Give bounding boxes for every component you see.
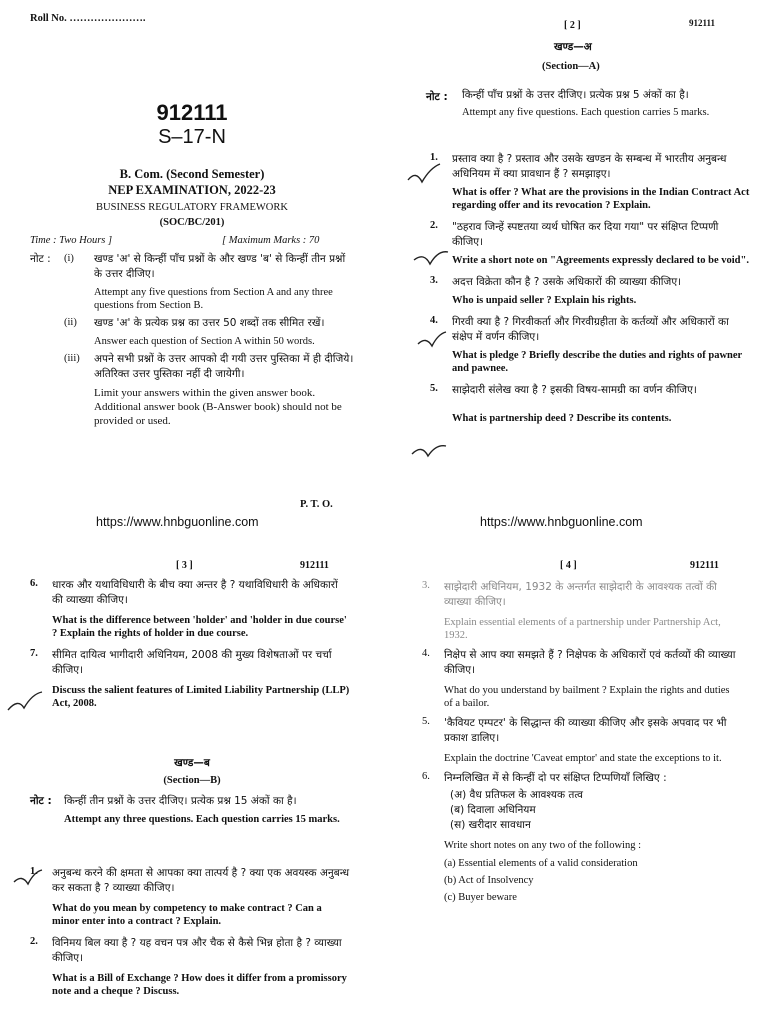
page-code: 912111 [300,560,329,571]
question-number: 6. [422,771,430,782]
pen-tick-mark [10,866,44,890]
page-2 [384,0,768,529]
paper-code-number: 912111 [156,100,228,125]
question-hindi: धारक और यथाविधिधारी के बीच क्या अन्तर है ? यथाविधिधारी के अधिकारों की व्याख्या कीजिए। [52,579,338,606]
page-number: [ 3 ] [176,560,193,571]
page-number: [ 4 ] [560,560,577,571]
instruction-item [64,316,354,348]
instruction-item [64,352,354,428]
question-english: What is the difference between 'holder' and 'holder in due course' ? Explain the rights of holder in due course. [52,615,347,639]
instruction-number: (ii) [64,317,77,328]
question-list [422,580,740,906]
instruction-hindi: खण्ड 'अ' के प्रत्येक प्रश्न का उत्तर 50 शब्दों तक सीमित रखें। [94,317,325,329]
pen-tick-mark [408,438,448,464]
course-title: B. Com. (Second Semester) [119,167,265,181]
question-number: 2. [30,936,38,947]
page-code: 912111 [690,560,719,571]
note-label: नोट : [30,795,52,807]
instruction-english: Attempt any five questions from Section A and any three questions from Section B. [94,287,333,311]
question-hindi: अनुबन्ध करने की क्षमता से आपका क्या तात्पर्य है ? क्या एक अवयस्क अनुबन्ध कर सकता है ? व्याख्या कीजिए। [52,867,350,894]
question-item [430,383,752,425]
pen-tick-mark [4,688,44,718]
question-number: 5. [422,716,430,727]
question-english: What is a Bill of Exchange ? How does it differ from a promissory note and a cheque ? Discuss. [52,973,347,997]
question-hindi: गिरवी क्या है ? गिरवीकर्ता और गिरवीग्रहीता के कर्तव्यों और अधिकारों का संक्षेप में वर्णन कीजिए। [452,316,729,343]
page-4 [384,512,768,1024]
sub-item-english: (a) Essential elements of a valid consideration [444,858,638,869]
question-item [430,315,752,375]
question-item [30,936,350,998]
question-hindi: 'कैवियट एम्पटर' के सिद्धान्त की व्याख्या कीजिए और इसके अपवाद पर भी प्रकाश डालिए। [444,717,727,744]
instruction-hindi: खण्ड 'अ' से किन्हीं पाँच प्रश्नों के और खण्ड 'ब' से किन्हीं तीन प्रश्नों के उत्तर दीजिए। [94,253,346,280]
section-note [64,794,350,826]
sub-item-hindi: (ब) दिवाला अधिनियम [450,804,536,816]
question-english: What do you understand by bailment ? Explain the rights and duties of a bailor. [444,685,730,709]
question-list [430,152,752,425]
question-english: What is pledge ? Briefly describe the duties and rights of pawner and pawnee. [452,350,743,374]
question-item [422,771,740,906]
instruction-english: Limit your answers within the given answer book. Additional answer book (B-Answer book) should not be provided or used. [94,387,342,427]
question-item [422,580,740,642]
instruction-english: Answer each question of Section A within 50 words. [94,336,315,347]
section-note [462,88,754,119]
section-heading-hindi: खण्ड—अ [554,41,592,53]
question-number: 2. [430,220,438,231]
note-label: नोट : [30,253,51,265]
question-item [30,578,350,640]
footer-url[interactable]: https://www.hnbguonline.com [480,515,643,529]
subject-title: BUSINESS REGULATORY FRAMEWORK [96,202,288,213]
question-english: Who is unpaid seller ? Explain his rights. [452,295,637,306]
question-number: 3. [422,580,430,591]
question-number: 5. [430,383,438,394]
question-number: 7. [30,648,38,659]
note-label: नोट : [426,91,448,103]
question-hindi: निम्नलिखित में से किन्हीं दो पर संक्षिप्त टिप्पणियाँ लिखिए : [444,772,667,784]
question-hindi: विनिमय बिल क्या है ? यह वचन पत्र और चैक से कैसे भिन्न होता है ? व्याख्या कीजिए। [52,937,342,964]
question-english: Write a short note on "Agreements expressly declared to be void". [452,255,749,266]
instruction-hindi: अपने सभी प्रश्नों के उत्तर आपको दी गयी उत्तर पुस्तिका में ही दीजिये। अतिरिक्त उत्तर पुस्तिका नहीं दी जायेगी। [94,353,354,380]
question-hindi: "ठहराव जिन्हें स्पष्टतया व्यर्थ घोषित कर दिया गया" पर संक्षिप्त टिप्पणी कीजिए। [452,221,719,248]
question-english: Discuss the salient features of Limited Liability Partnership (LLP) Act, 2008. [52,685,350,709]
max-marks-label: [ Maximum Marks : 70 [222,235,320,246]
question-item [430,220,752,267]
sub-item-english: (c) Buyer beware [444,892,517,903]
pen-tick-mark [410,246,450,272]
question-item [430,275,752,307]
question-number: 1. [30,866,38,877]
section-heading-english: (Section—A) [542,61,600,72]
instruction-number: (iii) [64,353,80,364]
series-code: S–17-N [158,126,226,148]
pto-label: P. T. O. [300,499,333,510]
note-hindi: किन्हीं तीन प्रश्नों के उत्तर दीजिए। प्रत्येक प्रश्न 15 अंकों का है। [64,795,297,807]
subject-code: (SOC/BC/201) [159,217,225,228]
question-list [30,578,350,710]
question-number: 1. [430,152,438,163]
question-item [30,866,350,928]
roll-no: Roll No. …………………. [30,13,146,24]
note-english: Attempt any five questions. Each question carries 5 marks. [462,107,710,118]
sub-list-english [444,855,740,906]
question-hindi: निक्षेप से आप क्या समझते हैं ? निक्षेपक के अधिकारों एवं कर्तव्यों की व्याख्या कीजिए। [444,649,736,676]
question-number: 6. [30,578,38,589]
question-number: 3. [430,275,438,286]
question-hindi: साझेदारी अधिनियम, 1932 के अन्तर्गत साझेदारी के आवश्यक तत्वों की व्याख्या कीजिए। [444,581,717,608]
question-item [422,716,740,765]
question-list-b [30,866,350,998]
question-item [30,648,350,710]
question-number: 4. [422,648,430,659]
note-hindi: किन्हीं पाँच प्रश्नों के उत्तर दीजिए। प्रत्येक प्रश्न 5 अंकों का है। [462,89,689,101]
sub-list-hindi [444,788,740,833]
instructions-list [64,252,354,428]
page-code: 912111 [689,18,716,28]
question-hindi: अदत्त विक्रेता कौन है ? उसके अधिकारों की व्याख्या कीजिए। [452,276,682,288]
footer-url[interactable]: https://www.hnbguonline.com [96,515,259,529]
time-label: Time : Two Hours ] [30,235,113,246]
section-heading-hindi: खण्ड—ब [174,757,210,769]
question-hindi: सीमित दायित्व भागीदारी अधिनियम, 2008 की मुख्य विशेषताओं पर चर्चा कीजिए। [52,649,332,676]
sub-item-hindi: (अ) वैध प्रतिफल के आवश्यक तत्व [450,789,583,801]
question-english: What is partnership deed ? Describe its contents. [452,413,672,424]
question-item [430,152,752,212]
pen-tick-mark [404,160,444,190]
page-1 [0,0,384,529]
question-english: Explain the doctrine 'Caveat emptor' and state the exceptions to it. [444,753,722,764]
section-heading-english: (Section—B) [163,775,221,786]
page-3 [0,512,384,1024]
question-item [422,648,740,710]
sub-item-english: (b) Act of Insolvency [444,875,534,886]
question-english: What is offer ? What are the provisions in the Indian Contract Act regarding offer and its revocation ? Explain. [452,187,750,211]
question-english: Explain essential elements of a partnership under Partnership Act, 1932. [444,617,721,641]
note-english: Attempt any three questions. Each question carries 15 marks. [64,814,340,825]
question-english: What do you mean by competency to make contract ? Can a minor enter into a contract ? Explain. [52,903,322,927]
question-hindi: साझेदारी संलेख क्या है ? इसकी विषय-सामग्री का वर्णन कीजिए। [452,384,697,396]
page-number: [ 2 ] [564,20,581,31]
exam-title: NEP EXAMINATION, 2022-23 [108,183,276,197]
sub-item-hindi: (स) खरीदार सावधान [450,819,531,831]
instruction-item [64,252,354,312]
question-number: 4. [430,315,438,326]
instruction-number: (i) [64,253,74,264]
question-hindi: प्रस्ताव क्या है ? प्रस्ताव और उसके खण्डन के सम्बन्ध में भारतीय अनुबन्ध अधिनियम में क्या प्रावधान हैं ? समझाइए। [452,153,727,180]
pen-tick-mark [414,326,448,350]
question-english: Write short notes on any two of the following : [444,840,642,851]
